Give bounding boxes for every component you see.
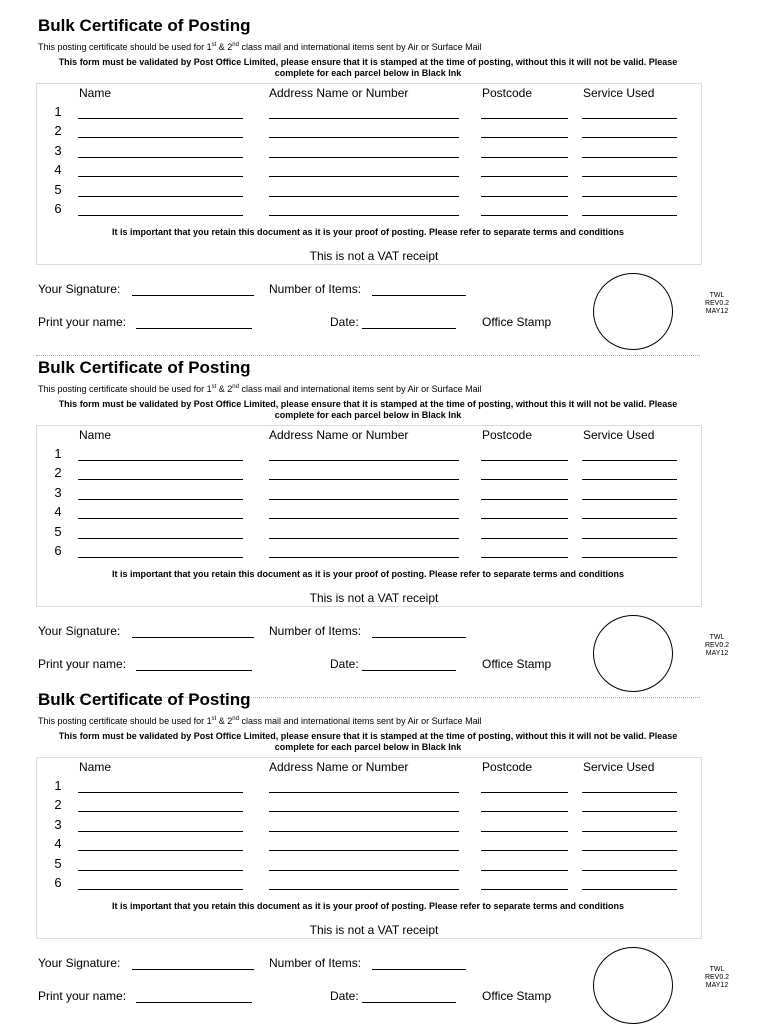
usage-note-part: This posting certificate should be used for 1 [38, 384, 212, 394]
postcode-field[interactable] [481, 215, 568, 216]
validation-warning: This form must be validated by Post Office Limited, please ensure that it is stamped at the time of posting, without this it will not be valid. Please complete for each parcel below in Black Ink [58, 731, 678, 752]
name-field[interactable] [78, 157, 243, 158]
usage-note-part: & 2 [216, 384, 233, 394]
postcode-field[interactable] [481, 831, 568, 832]
usage-note-superscript: nd [232, 384, 239, 390]
vat-notice: This is not a VAT receipt [309, 249, 439, 263]
name-field[interactable] [78, 196, 243, 197]
column-header: Postcode [482, 760, 533, 774]
important-note: It is important that you retain this document as it is your proof of posting. Please refer to separate terms and conditions [111, 227, 625, 237]
signature-field[interactable] [132, 637, 254, 638]
postcode-field[interactable] [481, 196, 568, 197]
address-field[interactable] [269, 499, 459, 500]
vat-notice: This is not a VAT receipt [309, 591, 439, 605]
name-field[interactable] [78, 460, 243, 461]
usage-note-superscript: nd [232, 716, 239, 722]
row-number: 4 [54, 504, 62, 520]
usage-note-part: This posting certificate should be used for 1 [38, 716, 212, 726]
service-field[interactable] [582, 889, 677, 890]
form-reference [697, 966, 737, 990]
service-field[interactable] [582, 538, 677, 539]
postcode-field[interactable] [481, 518, 568, 519]
number-of-items-field[interactable] [372, 295, 466, 296]
form-reference-line: MAY12 [705, 650, 729, 657]
certificate-section [0, 342, 770, 682]
service-field[interactable] [582, 176, 677, 177]
row-number: 3 [54, 142, 62, 158]
address-field[interactable] [269, 850, 459, 851]
print-name-field[interactable] [136, 328, 252, 329]
signature-label: Your Signature: [38, 624, 121, 638]
row-number: 6 [54, 543, 62, 558]
office-stamp-circle [593, 273, 673, 350]
certificate-section [0, 0, 770, 340]
row-number: 3 [54, 484, 62, 500]
usage-note-part: This posting certificate should be used for 1 [38, 42, 212, 52]
service-field[interactable] [582, 157, 677, 158]
form-reference-line: REV0.2 [704, 300, 730, 307]
form-reference-line: REV0.2 [704, 974, 730, 981]
form-reference [697, 634, 737, 658]
certificate-title: Bulk Certificate of Posting [38, 690, 251, 709]
service-field[interactable] [582, 215, 677, 216]
service-field[interactable] [582, 792, 677, 793]
postcode-field[interactable] [481, 176, 568, 177]
number-of-items-label: Number of Items: [269, 624, 362, 638]
column-header: Name [79, 428, 112, 442]
name-field[interactable] [78, 518, 243, 519]
row-number: 5 [54, 855, 62, 871]
postcode-field[interactable] [481, 479, 568, 480]
form-reference-line: TWL [709, 966, 725, 973]
row-number: 6 [54, 875, 62, 890]
column-header: Service Used [583, 428, 655, 442]
row-number: 5 [54, 181, 62, 197]
postcode-field[interactable] [481, 118, 568, 119]
certificate-title: Bulk Certificate of Posting [38, 16, 251, 35]
name-field[interactable] [78, 870, 243, 871]
address-field[interactable] [269, 538, 459, 539]
address-field[interactable] [269, 460, 459, 461]
name-field[interactable] [78, 137, 243, 138]
row-number: 2 [54, 465, 62, 481]
address-field[interactable] [269, 792, 459, 793]
column-header: Address Name or Number [269, 428, 409, 442]
postcode-field[interactable] [481, 889, 568, 890]
row-number: 2 [54, 123, 62, 139]
service-field[interactable] [582, 850, 677, 851]
address-field[interactable] [269, 118, 459, 119]
postcode-field[interactable] [481, 157, 568, 158]
name-field[interactable] [78, 499, 243, 500]
address-field[interactable] [269, 215, 459, 216]
usage-note [38, 384, 482, 394]
parcel-table-border [36, 425, 702, 607]
postcode-field[interactable] [481, 811, 568, 812]
postcode-field[interactable] [481, 792, 568, 793]
postcode-field[interactable] [481, 137, 568, 138]
form-reference-line: TWL [709, 292, 725, 299]
usage-note-superscript: st [211, 716, 217, 722]
row-number: 1 [54, 778, 62, 793]
date-field[interactable] [362, 1002, 456, 1003]
print-name-field[interactable] [136, 1002, 252, 1003]
usage-note-part: class mail and international items sent by Air or Surface Mail [238, 384, 482, 394]
parcel-table-border [36, 757, 702, 939]
column-header: Address Name or Number [269, 760, 409, 774]
number-of-items-label: Number of Items: [269, 282, 362, 296]
column-header: Service Used [583, 86, 655, 100]
service-field[interactable] [582, 518, 677, 519]
service-field[interactable] [582, 460, 677, 461]
number-of-items-field[interactable] [372, 637, 466, 638]
name-field[interactable] [78, 538, 243, 539]
row-number: 2 [54, 797, 62, 813]
address-field[interactable] [269, 479, 459, 480]
certificate-title: Bulk Certificate of Posting [38, 358, 251, 377]
vat-notice: This is not a VAT receipt [309, 923, 439, 937]
name-field[interactable] [78, 479, 243, 480]
column-header: Postcode [482, 428, 533, 442]
service-field[interactable] [582, 811, 677, 812]
form-reference [697, 292, 737, 316]
column-header: Service Used [583, 760, 655, 774]
usage-note-superscript: st [211, 384, 217, 390]
address-field[interactable] [269, 518, 459, 519]
name-field[interactable] [78, 811, 243, 812]
office-stamp-circle [593, 947, 673, 1024]
row-number: 4 [54, 836, 62, 852]
usage-note-part: class mail and international items sent by Air or Surface Mail [238, 716, 482, 726]
address-field[interactable] [269, 831, 459, 832]
name-field[interactable] [78, 831, 243, 832]
signature-label: Your Signature: [38, 282, 121, 296]
row-number: 1 [54, 446, 62, 461]
address-field[interactable] [269, 157, 459, 158]
usage-note-part: & 2 [216, 42, 233, 52]
signature-field[interactable] [132, 969, 254, 970]
usage-note-superscript: nd [232, 42, 239, 48]
print-name-label: Print your name: [38, 315, 127, 329]
usage-note [38, 42, 482, 52]
usage-note-superscript: st [211, 42, 217, 48]
certificate-section [0, 674, 770, 1014]
row-number: 6 [54, 201, 62, 216]
name-field[interactable] [78, 792, 243, 793]
date-label: Date: [330, 315, 359, 329]
validation-warning: This form must be validated by Post Office Limited, please ensure that it is stamped at the time of posting, without this it will not be valid. Please complete for each parcel below in Black Ink [58, 399, 678, 420]
signature-field[interactable] [132, 295, 254, 296]
service-field[interactable] [582, 499, 677, 500]
print-name-label: Print your name: [38, 657, 127, 671]
row-number: 4 [54, 162, 62, 178]
date-label: Date: [330, 989, 359, 1003]
row-number: 1 [54, 104, 62, 119]
name-field[interactable] [78, 215, 243, 216]
form-reference-line: MAY12 [705, 308, 729, 315]
usage-note-part: & 2 [216, 716, 233, 726]
date-field[interactable] [362, 328, 456, 329]
postcode-field[interactable] [481, 870, 568, 871]
office-stamp-label: Office Stamp [482, 657, 552, 671]
name-field[interactable] [78, 557, 243, 558]
address-field[interactable] [269, 557, 459, 558]
address-field[interactable] [269, 811, 459, 812]
address-field[interactable] [269, 889, 459, 890]
name-field[interactable] [78, 850, 243, 851]
address-field[interactable] [269, 196, 459, 197]
column-header: Name [79, 760, 112, 774]
service-field[interactable] [582, 196, 677, 197]
postcode-field[interactable] [481, 538, 568, 539]
name-field[interactable] [78, 889, 243, 890]
postcode-field[interactable] [481, 499, 568, 500]
important-note: It is important that you retain this document as it is your proof of posting. Please refer to separate terms and conditions [111, 569, 625, 579]
service-field[interactable] [582, 557, 677, 558]
name-field[interactable] [78, 176, 243, 177]
form-reference-line: MAY12 [705, 982, 729, 989]
date-field[interactable] [362, 670, 456, 671]
postcode-field[interactable] [481, 557, 568, 558]
name-field[interactable] [78, 118, 243, 119]
column-header: Address Name or Number [269, 86, 409, 100]
parcel-table-border [36, 83, 702, 265]
date-label: Date: [330, 657, 359, 671]
postcode-field[interactable] [481, 460, 568, 461]
usage-note [38, 716, 482, 726]
service-field[interactable] [582, 137, 677, 138]
service-field[interactable] [582, 118, 677, 119]
row-number: 5 [54, 523, 62, 539]
office-stamp-label: Office Stamp [482, 315, 552, 329]
address-field[interactable] [269, 870, 459, 871]
usage-note-part: class mail and international items sent by Air or Surface Mail [238, 42, 482, 52]
service-field[interactable] [582, 870, 677, 871]
address-field[interactable] [269, 137, 459, 138]
service-field[interactable] [582, 831, 677, 832]
print-name-label: Print your name: [38, 989, 127, 1003]
validation-warning: This form must be validated by Post Office Limited, please ensure that it is stamped at the time of posting, without this it will not be valid. Please complete for each parcel below in Black Ink [58, 57, 678, 78]
form-reference-line: REV0.2 [704, 642, 730, 649]
important-note: It is important that you retain this document as it is your proof of posting. Please refer to separate terms and conditions [111, 901, 625, 911]
office-stamp-label: Office Stamp [482, 989, 552, 1003]
column-header: Name [79, 86, 112, 100]
address-field[interactable] [269, 176, 459, 177]
print-name-field[interactable] [136, 670, 252, 671]
signature-label: Your Signature: [38, 956, 121, 970]
column-header: Postcode [482, 86, 533, 100]
row-number: 3 [54, 816, 62, 832]
form-reference-line: TWL [709, 634, 725, 641]
service-field[interactable] [582, 479, 677, 480]
number-of-items-label: Number of Items: [269, 956, 362, 970]
number-of-items-field[interactable] [372, 969, 466, 970]
postcode-field[interactable] [481, 850, 568, 851]
